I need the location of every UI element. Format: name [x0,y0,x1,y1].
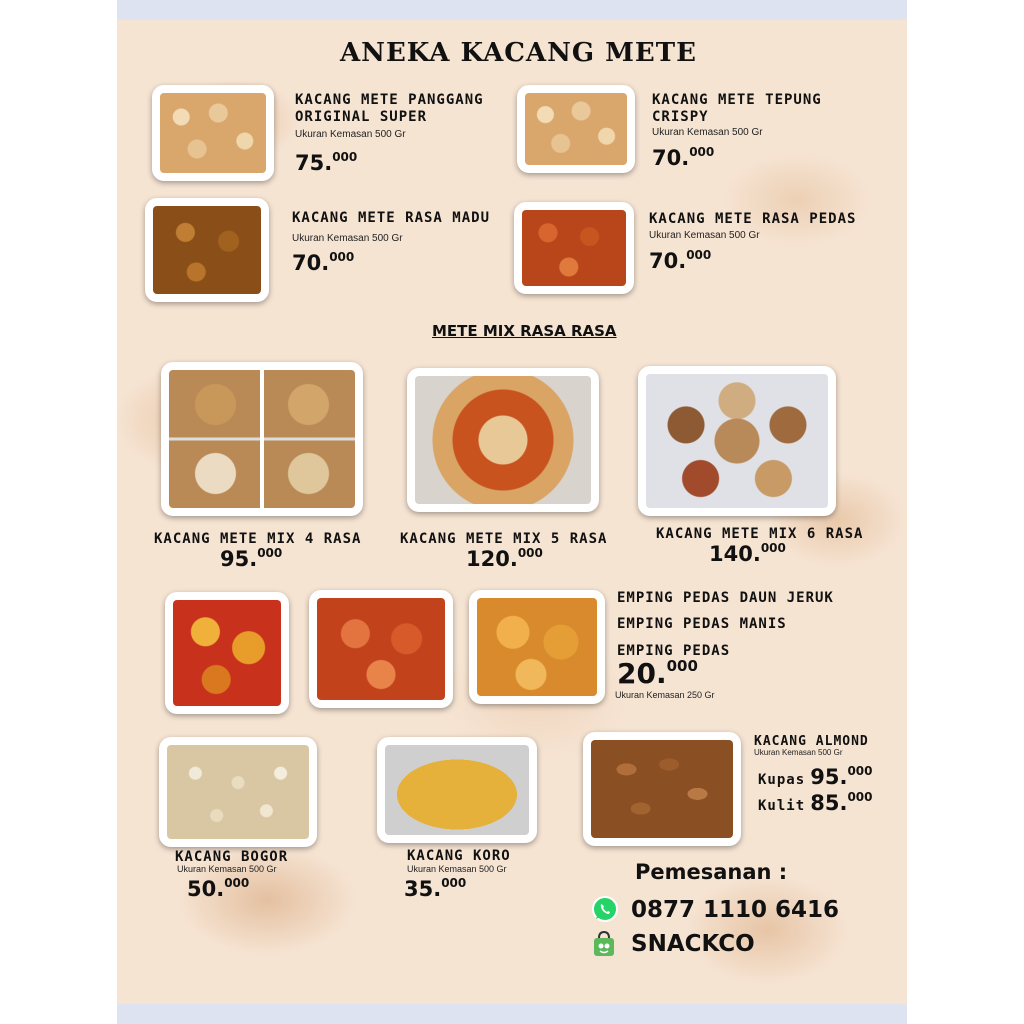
shopping-bag-icon [591,930,617,958]
price-mete-mix-5: 120.$^{000}$ [466,546,543,571]
size-kacang-koro: Ukuran Kemasan 500 Gr [407,864,507,874]
size-kacang-bogor: Ukuran Kemasan 500 Gr [177,864,277,874]
name-mete-mix-5: KACANG METE MIX 5 RASA [400,531,608,547]
price-emping: 20.$^{000}$ [617,657,698,690]
photo-mete-madu [145,198,269,302]
order-heading: Pemesanan : [635,860,788,884]
name-mete-mix-4: KACANG METE MIX 4 RASA [154,531,362,547]
name-mete-tepung: KACANG METE TEPUNG CRISPY [652,92,822,125]
top-bar [117,0,907,20]
page-title: ANEKA KACANG METE [340,38,697,68]
size-mete-madu: Ukuran Kemasan 500 Gr [292,233,403,244]
photo-emping-daun-jeruk [165,592,289,714]
size-emping: Ukuran Kemasan 250 Gr [615,690,715,700]
photo-mete-panggang [152,85,274,181]
photo-mete-mix-6 [638,366,836,516]
photo-mete-mix-5 [407,368,599,512]
price-mete-tepung: 70.$^{000}$ [652,145,715,170]
photo-kacang-almond [583,732,741,846]
section-heading-mix: METE MIX RASA RASA [432,322,617,340]
photo-emping-pedas-manis [309,590,453,708]
photo-kacang-koro [377,737,537,843]
name-emping-pedas: EMPING PEDAS [617,643,731,659]
name-emping-daun-jeruk: EMPING PEDAS DAUN JERUK [617,590,834,606]
name-emping-pedas-manis: EMPING PEDAS MANIS [617,616,787,632]
size-kacang-almond: Ukuran Kemasan 500 Gr [754,748,843,757]
price-kacang-bogor: 50.$^{000}$ [187,876,250,901]
price-mete-mix-6: 140.$^{000}$ [709,541,786,566]
shop-name: SNACKCO [631,931,755,957]
photo-kacang-bogor [159,737,317,847]
name-mete-mix-6: KACANG METE MIX 6 RASA [656,526,864,542]
price-mete-mix-4: 95.$^{000}$ [220,546,283,571]
name-kacang-almond: KACANG ALMOND [754,734,869,749]
price-mete-pedas: 70.$^{000}$ [649,248,712,273]
bottom-bar [117,1004,907,1024]
name-kacang-koro: KACANG KORO [407,848,511,864]
price-almond-kupas: Kupas 95.$^{000}$ [758,764,873,789]
photo-mete-pedas [514,202,634,294]
photo-emping-pedas [469,590,605,704]
price-mete-panggang: 75.$^{000}$ [295,150,358,175]
size-mete-panggang: Ukuran Kemasan 500 Gr [295,129,406,140]
size-mete-pedas: Ukuran Kemasan 500 Gr [649,230,760,241]
photo-mete-tepung [517,85,635,173]
size-mete-tepung: Ukuran Kemasan 500 Gr [652,127,763,138]
name-kacang-bogor: KACANG BOGOR [175,849,289,865]
name-mete-madu: KACANG METE RASA MADU [292,210,491,226]
name-mete-pedas: KACANG METE RASA PEDAS [649,211,857,227]
price-kacang-koro: 35.$^{000}$ [404,876,467,901]
price-mete-madu: 70.$^{000}$ [292,250,355,275]
whatsapp-icon [591,895,619,923]
phone-number: 0877 1110 6416 [631,897,840,923]
flyer [117,0,907,1024]
price-almond-kulit: Kulit 85.$^{000}$ [758,790,873,815]
name-mete-panggang: KACANG METE PANGGANG ORIGINAL SUPER [295,92,484,125]
photo-mete-mix-4 [161,362,363,516]
